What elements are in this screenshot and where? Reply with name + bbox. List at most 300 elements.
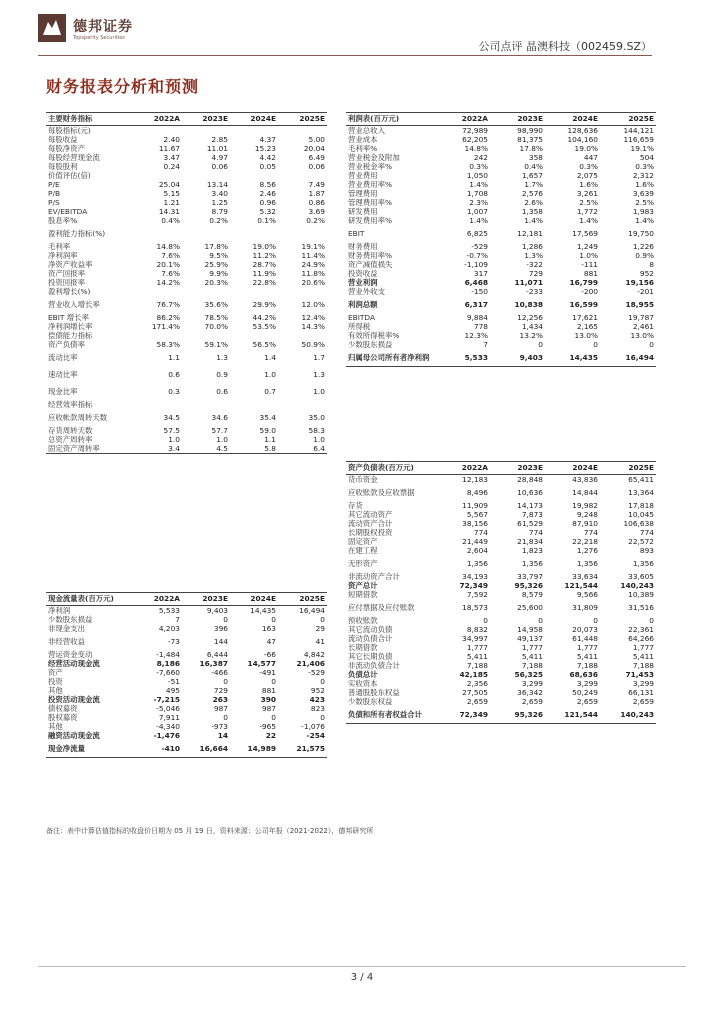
row-value: 14,173 [517, 501, 543, 510]
table-row [346, 322, 656, 331]
row-value: 1,249 [576, 242, 598, 251]
row-value: 14.8% [464, 144, 488, 153]
row-label: 毛利率 [48, 242, 71, 251]
table-row [346, 537, 656, 546]
column-header: 2024E [545, 462, 600, 475]
row-value: -466 [211, 668, 228, 677]
table-row [346, 171, 656, 180]
table-row [46, 615, 327, 624]
column-header: 2022A [436, 462, 490, 475]
row-value: 21,406 [296, 659, 325, 668]
row-value: 3.4 [134, 444, 182, 454]
row-value: 0 [649, 340, 654, 349]
table-row [46, 260, 327, 269]
row-label: 盈利能力指标(%) [48, 228, 106, 238]
brand-name: 德邦证券 [73, 19, 133, 35]
row-value: 1.87 [308, 189, 325, 198]
row-value: 1,358 [521, 207, 543, 216]
table-row [46, 313, 327, 322]
row-value: 14,435 [545, 349, 600, 367]
table-row [346, 242, 656, 251]
row-value: 57.5 [163, 426, 180, 435]
row-label: 投资收益 [348, 269, 378, 278]
table-row [346, 313, 656, 322]
row-label: 债权募资 [48, 704, 78, 713]
row-value: 263 [212, 695, 228, 704]
row-label: 财务费用率% [348, 251, 392, 260]
table-row [346, 296, 656, 313]
row-value: 27,505 [462, 688, 488, 697]
row-label: 每股经营现金流 [48, 153, 100, 162]
row-value: 823 [310, 704, 325, 713]
row-value: 1.4 [264, 352, 276, 362]
row-value: 17,621 [572, 313, 598, 322]
row-value: 952 [639, 269, 654, 278]
row-label: 流动负债合计 [348, 634, 393, 643]
row-label: 净利润率 [48, 251, 78, 260]
row-label: 财务费用 [348, 242, 378, 251]
row-value [278, 400, 327, 409]
row-value: 14,958 [517, 625, 543, 634]
row-value: 19,156 [625, 278, 654, 287]
row-value: 0 [538, 616, 543, 625]
row-label: 净利润增长率 [48, 322, 93, 331]
row-value: 5,411 [466, 652, 488, 661]
row-label: 营业税金率% [348, 162, 392, 171]
table-row [46, 242, 327, 251]
row-label: 无形资产 [348, 558, 378, 568]
row-value: 0 [538, 340, 543, 349]
row-label: 营业费用 [348, 171, 378, 180]
row-value: 0 [223, 615, 228, 624]
row-label: 毛利率% [348, 144, 378, 153]
table-row [346, 688, 656, 697]
column-header: 2023E [490, 113, 545, 126]
row-value: 61,448 [572, 634, 598, 643]
row-value: 144 [213, 636, 228, 646]
row-value: 0 [223, 713, 228, 722]
table-header-row [346, 462, 656, 475]
row-value: 8.79 [211, 207, 228, 216]
row-value: 7,188 [632, 661, 654, 670]
row-value: 4,842 [303, 650, 325, 659]
row-value: 140,243 [620, 581, 654, 590]
row-value: 1.21 [163, 198, 180, 207]
row-value: 0.3 [168, 386, 180, 396]
row-value: 2,659 [521, 697, 543, 706]
row-value: 7,592 [466, 590, 488, 599]
row-label: 营运资金变动 [48, 650, 93, 659]
balance-sheet-table [346, 461, 656, 724]
row-value: 1,777 [632, 643, 654, 652]
row-label: 营业收入增长率 [48, 299, 100, 309]
row-value [278, 287, 327, 296]
row-value: 22 [265, 731, 276, 740]
row-value: 7,188 [576, 661, 598, 670]
row-value: 13.0% [630, 331, 654, 340]
row-value: 13.14 [206, 180, 228, 189]
row-value: 0 [271, 713, 276, 722]
row-value: 987 [261, 704, 276, 713]
row-value: -0.7% [466, 251, 488, 260]
row-value: 1,286 [521, 242, 543, 251]
row-value: 423 [309, 695, 325, 704]
row-label: 长期借款 [348, 643, 378, 652]
row-value: 24.9% [301, 260, 325, 269]
table-row [46, 216, 327, 225]
row-value: 21,834 [517, 537, 543, 546]
row-value: 0.9 [216, 369, 228, 379]
row-value: 9.5% [209, 251, 228, 260]
row-value: 1.4% [469, 180, 488, 189]
row-value: 0.4% [524, 162, 543, 171]
row-value: 1.1 [264, 435, 276, 444]
row-value: 1.4% [469, 216, 488, 225]
row-value: 86.2% [156, 313, 180, 322]
income-statement-table [346, 112, 656, 367]
row-value: -51 [167, 677, 180, 686]
row-value: 34.5 [163, 412, 180, 422]
column-header: 2025E [278, 113, 327, 126]
row-label: 管理费用率% [348, 198, 392, 207]
row-value: 2,165 [576, 322, 598, 331]
table-row [46, 269, 327, 278]
row-value: -529 [471, 242, 488, 251]
row-value: 14 [217, 731, 228, 740]
table-title: 利润表(百万元) [346, 113, 436, 126]
row-value: 2,659 [466, 697, 488, 706]
row-value: 0.3% [635, 162, 654, 171]
row-value: 10,838 [514, 299, 543, 309]
row-value: 12,183 [462, 474, 488, 484]
row-label: 其他 [48, 722, 63, 731]
row-value: 144,121 [623, 125, 654, 135]
row-value [182, 171, 230, 180]
row-value: 15.23 [254, 144, 276, 153]
table-row [346, 625, 656, 634]
row-value: 49,137 [517, 634, 543, 643]
table-row [46, 225, 327, 242]
row-value: 64,266 [628, 634, 654, 643]
row-label: 负债总计 [348, 670, 378, 679]
row-label: EBIT 增长率 [48, 313, 89, 322]
table-row [346, 661, 656, 670]
row-value: 56.5% [252, 340, 276, 349]
row-value: 29 [315, 624, 325, 633]
row-value: 0.24 [163, 162, 180, 171]
row-value: 61,529 [517, 519, 543, 528]
row-value: 70.0% [204, 322, 228, 331]
table-row [46, 135, 327, 144]
row-value: 33,797 [517, 572, 543, 581]
row-label: 营业成本 [348, 135, 378, 144]
row-label: 投资活动现金流 [48, 695, 100, 704]
row-value: 98,990 [517, 125, 543, 135]
row-label: 利润总额 [348, 299, 378, 309]
row-value: 0.6 [216, 386, 228, 396]
table-row [346, 269, 656, 278]
row-value: 2,604 [466, 546, 488, 555]
row-value: 104,160 [567, 135, 598, 144]
row-value: 952 [310, 686, 325, 695]
row-value: 504 [639, 153, 654, 162]
row-value: 0 [593, 616, 598, 625]
row-value: 3,299 [521, 679, 543, 688]
table-row [46, 624, 327, 633]
table-row [346, 706, 656, 724]
row-value: 53.5% [252, 322, 276, 331]
row-value: 25.9% [204, 260, 228, 269]
row-label: 盈利增长(%) [48, 287, 91, 296]
row-value: 14,435 [250, 605, 276, 615]
row-value: 57.7 [211, 426, 228, 435]
row-value: 171.4% [151, 322, 180, 331]
row-value: 881 [583, 269, 598, 278]
row-label: 营业总收入 [348, 125, 385, 135]
table-row [346, 207, 656, 216]
row-value: 18,573 [462, 602, 488, 612]
row-value [230, 331, 278, 340]
row-value: 1.6% [579, 180, 598, 189]
row-value [230, 287, 278, 296]
row-value: 95,326 [490, 706, 545, 724]
row-value: 2.40 [163, 135, 180, 144]
row-value: 3.47 [163, 153, 180, 162]
row-value: 1.0 [313, 386, 325, 396]
row-label: 资产回报率 [48, 269, 85, 278]
table-row [46, 659, 327, 668]
row-value: 19.1% [301, 242, 325, 251]
row-value: 31,516 [628, 602, 654, 612]
row-value: 10,045 [628, 510, 654, 519]
row-value: 1.6% [635, 180, 654, 189]
row-value: 0.96 [259, 198, 276, 207]
column-header: 2024E [230, 593, 278, 606]
row-value [278, 126, 327, 136]
row-label: 少数股东损益 [348, 340, 393, 349]
row-value: 22,218 [572, 537, 598, 546]
row-value: 11.67 [158, 144, 180, 153]
table-row [346, 135, 656, 144]
row-label: 应收帐款周转天数 [48, 412, 108, 422]
row-value: 58.3 [308, 426, 325, 435]
row-value: 1,356 [466, 558, 488, 568]
table-row [346, 278, 656, 287]
row-value: 59.1% [204, 340, 228, 349]
row-label: 价值评估(倍) [48, 171, 91, 180]
row-value: 396 [213, 624, 228, 633]
row-value: 7,911 [158, 713, 180, 722]
row-value [182, 331, 230, 340]
row-value: -491 [259, 668, 276, 677]
row-label: P/B [48, 189, 61, 198]
row-value: 9,403 [490, 349, 545, 367]
row-value: 20.1% [156, 260, 180, 269]
row-value: 76.7% [156, 299, 180, 309]
row-value: 121,544 [545, 706, 600, 724]
row-value: 4.97 [211, 153, 228, 162]
table-row [46, 722, 327, 731]
row-value: 1,708 [466, 189, 488, 198]
row-value [230, 126, 278, 136]
row-value: 58.3% [156, 340, 180, 349]
row-value: 5,411 [521, 652, 543, 661]
row-value: 5,411 [632, 652, 654, 661]
row-value: 78.5% [204, 313, 228, 322]
row-value: -1,109 [464, 260, 488, 269]
row-value [182, 400, 230, 409]
row-value: 8.56 [259, 180, 276, 189]
row-value: 729 [213, 686, 228, 695]
row-value: 17,818 [628, 501, 654, 510]
row-value: 0 [649, 616, 654, 625]
row-value: 774 [473, 528, 488, 537]
row-value: 116,659 [623, 135, 654, 144]
brand-name-en: Topsperity Securities [73, 35, 125, 41]
table-row [346, 331, 656, 340]
row-value: 8,579 [521, 590, 543, 599]
table-row [346, 555, 656, 572]
row-value: 1.7 [313, 352, 325, 362]
row-value: -1,484 [156, 650, 180, 659]
row-value: 29.9% [252, 299, 276, 309]
row-value [230, 225, 278, 242]
row-value: 21,575 [278, 740, 327, 758]
row-label: 股息率% [48, 216, 78, 225]
row-label: 净资产收益率 [48, 260, 93, 269]
row-label: 研发费用率% [348, 216, 392, 225]
row-label: 短期借款 [348, 590, 378, 599]
row-value: -7,660 [156, 668, 180, 677]
row-label: 现金净流量 [46, 740, 134, 758]
row-label: 经营活动现金流 [48, 659, 100, 668]
footer-divider [38, 966, 686, 967]
table-row [346, 340, 656, 349]
row-value: 35.6% [204, 299, 228, 309]
row-value: 8,832 [466, 625, 488, 634]
table-row [346, 528, 656, 537]
row-label: 经营效率指标 [48, 400, 93, 409]
column-header: 2025E [600, 113, 656, 126]
row-value: 1,007 [466, 207, 488, 216]
table-row [46, 322, 327, 331]
table-row [346, 510, 656, 519]
row-value: 36,342 [517, 688, 543, 697]
row-value: 8,496 [466, 487, 488, 497]
table-row [46, 207, 327, 216]
row-value: 22,361 [628, 625, 654, 634]
table-row [46, 633, 327, 650]
row-value: 1.0 [264, 369, 276, 379]
table-row [46, 340, 327, 349]
row-label: 净利润 [48, 605, 71, 615]
row-value: 1.0 [168, 435, 180, 444]
row-label: 应收账款及应收票据 [348, 487, 415, 497]
table-row [46, 409, 327, 426]
row-value: 19.0% [252, 242, 276, 251]
row-value: 2,659 [632, 697, 654, 706]
row-value: 19,787 [628, 313, 654, 322]
row-label: 偿债能力指标 [48, 331, 93, 340]
row-value: -1,076 [301, 722, 325, 731]
row-value: -4,340 [156, 722, 180, 731]
row-value: 17.8% [519, 144, 543, 153]
row-value: -965 [259, 722, 276, 731]
row-label: 融资活动现金流 [48, 731, 100, 740]
row-value: -322 [526, 260, 543, 269]
row-value: 34,193 [462, 572, 488, 581]
row-value: 2.85 [211, 135, 228, 144]
row-value: -73 [167, 636, 180, 646]
row-value: 0.2% [209, 216, 228, 225]
row-value: 1.3 [313, 369, 325, 379]
row-value: 14,577 [247, 659, 276, 668]
row-value: 20.3% [204, 278, 228, 287]
row-label: 应付票据及应付账款 [348, 602, 415, 612]
row-value: -529 [308, 668, 325, 677]
row-value: 5.00 [308, 135, 325, 144]
row-value: 19,982 [572, 501, 598, 510]
row-value: 1,777 [466, 643, 488, 652]
row-value: 42,185 [459, 670, 488, 679]
table-row [46, 650, 327, 659]
row-label: 每股收益 [48, 135, 78, 144]
row-value: 16,494 [299, 605, 325, 615]
row-value: 16,494 [600, 349, 656, 367]
table-row [346, 697, 656, 706]
row-value: 1,777 [576, 643, 598, 652]
row-label: 归属母公司所有者净利润 [346, 349, 436, 367]
table-header-row [46, 113, 327, 126]
table-row [346, 519, 656, 528]
row-value: -233 [526, 287, 543, 296]
row-value: 6,317 [464, 299, 488, 309]
column-header: 2025E [600, 462, 656, 475]
row-value: 1,772 [576, 207, 598, 216]
row-value: 242 [473, 153, 488, 162]
row-value: 7.49 [308, 180, 325, 189]
row-value: 22.8% [252, 278, 276, 287]
row-label: 非流动负债合计 [348, 661, 400, 670]
table-title: 现金流量表(百万元) [46, 593, 134, 606]
row-value: 12,256 [517, 313, 543, 322]
row-value: 3,299 [632, 679, 654, 688]
row-value: 0.86 [308, 198, 325, 207]
table-row [46, 383, 327, 400]
table-row [346, 501, 656, 510]
row-value: 121,544 [564, 581, 598, 590]
row-value: 1.4% [524, 216, 543, 225]
row-value: 5.8 [230, 444, 278, 454]
row-value: 12.3% [464, 331, 488, 340]
column-header: 2022A [436, 113, 490, 126]
row-value: 128,636 [567, 125, 598, 135]
row-value: 16,387 [199, 659, 228, 668]
table-row [46, 731, 327, 740]
row-value: 72,989 [462, 125, 488, 135]
table-row [346, 153, 656, 162]
row-value: 33,605 [628, 572, 654, 581]
row-value [134, 171, 182, 180]
row-label: 每股股利 [48, 162, 78, 171]
row-value: 25.04 [158, 180, 180, 189]
row-label: 资产减值损失 [348, 260, 393, 269]
row-label: 营业税金及附加 [348, 153, 400, 162]
row-value: -254 [306, 731, 325, 740]
row-value: 0 [320, 677, 325, 686]
row-value: 0 [271, 615, 276, 624]
table-row [46, 695, 327, 704]
